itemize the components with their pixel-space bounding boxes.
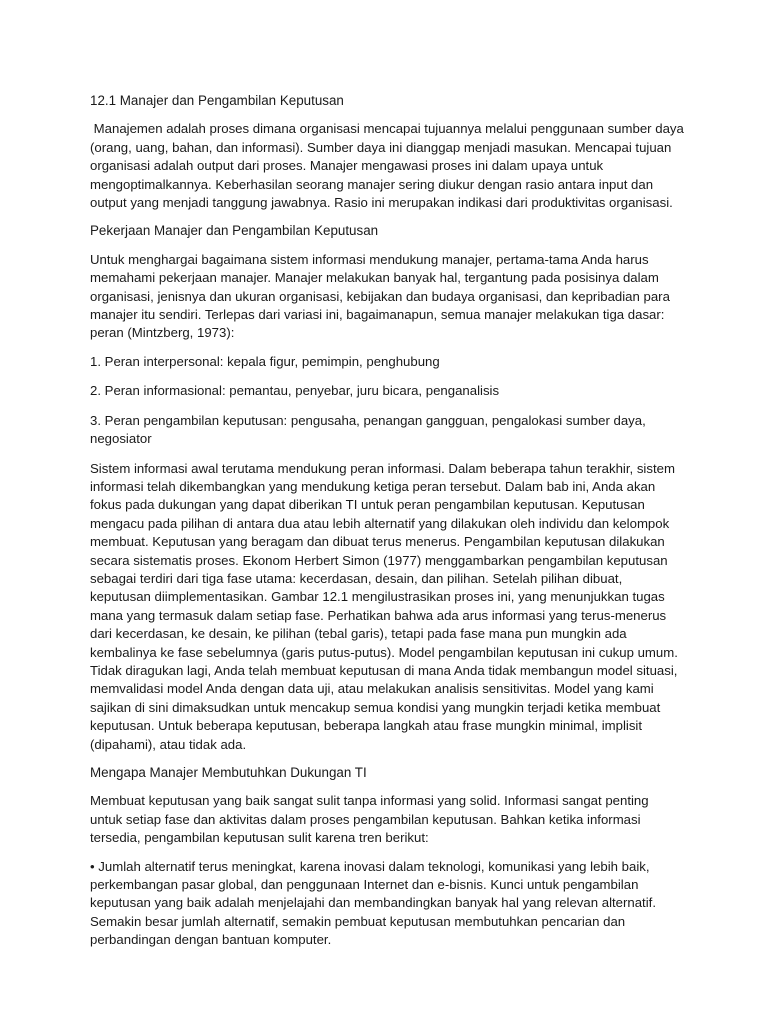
section-paragraph-3: Membuat keputusan yang baik sangat sulit tanpa informasi yang solid. Informasi sangat penting untuk setiap fase dan aktivitas dalam proses pengambilan keputusan. Bahkan ketika informasi tersedia, pengambilan keputusan sulit karena tren berikut: (90, 793, 649, 846)
page-title: 12.1 Manajer dan Pengambilan Keputusan (90, 93, 344, 108)
section-heading-pekerjaan-manajer: Pekerjaan Manajer dan Pengambilan Keputusan (90, 223, 379, 239)
section-heading-dukungan-ti: Mengapa Manajer Membutuhkan Dukungan TI (90, 765, 367, 780)
bullet-list-item: • Jumlah alternatif terus meningkat, karena inovasi dalam teknologi, komunikasi yang lebih baik, perkembangan pasar global, dan penggunaan Internet dan e-bisnis. Kunci untuk pengambilan keputusan yang baik adalah menjelajahi dan membandingkan banyak hal yang relevan alternatif. Semakin besar jumlah alternatif, semakin pembuat keputusan membutuhkan pencarian dan perbandingan dengan bantuan komputer. (90, 858, 656, 948)
intro-paragraph: Manajemen adalah proses dimana organisasi mencapai tujuannya melalui penggunaan sumber daya (orang, uang, bahan, dan informasi). Sumber daya ini dianggap menjadi masukan. Mencapai tujuan organisasi adalah output dari proses. Manajer mengawasi proses ini dalam upaya untuk mengoptimalkannya. Keberhasilan seorang manajer sering diukur dengan rasio antara input dan output yang menjadi tanggung jawabnya. Rasio ini merupakan indikasi dari produktivitas organisasi. (90, 121, 688, 211)
role-item-informasional: 2. Peran informasional: pemantau, penyebar, juru bicara, penganalisis (90, 383, 500, 399)
section-paragraph: Untuk menghargai bagaimana sistem informasi mendukung manajer, pertama-tama Anda harus memahami pekerjaan manajer. Manajer melakukan banyak hal, tergantung pada posisinya dalam organisasi, jenisnya dan ukuran organisasi, kebijakan dan budaya organisasi, dan kepribadian para manajer itu sendiri. Terlepas dari variasi ini, bagaimanapun, semua manajer melakukan tiga dasar: peran (Mintzberg, 1973): (90, 251, 670, 341)
role-item-pengambilan-keputusan: 3. Peran pengambilan keputusan: pengusaha, penangan gangguan, pengalokasi sumber daya, negosiator (90, 412, 646, 447)
role-item-interpersonal: 1. Peran interpersonal: kepala figur, pemimpin, penghubung (90, 353, 440, 369)
section-paragraph-2: Sistem informasi awal terutama mendukung peran informasi. Dalam beberapa tahun terakhir, sistem informasi telah dikembangkan yang mendukung ketiga peran tersebut. Dalam bab ini, Anda akan fokus pada dukungan yang dapat diberikan TI untuk peran pengambilan keputusan. Keputusan mengacu pada pilihan di antara dua atau lebih alternatif yang dilakukan oleh individu dan kelompok membuat. Keputusan yang beragam dan dibuat terus menerus. Pengambilan keputusan dilakukan secara sistematis proses. Ekonom Herbert Simon (1977) menggambarkan pengambilan keputusan sebagai terdiri dari tiga fase utama: kecerdasan, desain, dan pilihan. Setelah pilihan dibuat, keputusan diimplementasikan. Gambar 12.1 mengilustrasikan proses ini, yang menunjukkan tugas mana yang termasuk dalam setiap fase. Perhatikan bahwa ada arus informasi yang terus-menerus dari kecerdasan, ke desain, ke pilihan (tebal garis), tetapi pada fase mana pun mungkin ada kembalinya ke fase sebelumnya (garis putus-putus). Model pengambilan keputusan ini cukup umum. Tidak diragukan lagi, Anda telah membuat keputusan di mana Anda tidak membangun model situasi, memvalidasi model Anda dengan data uji, atau melakukan analisis sensitivitas. Model yang kami sajikan di sini dimaksudkan untuk mencakup semua kondisi yang mungkin terjadi ketika membuat keputusan. Untuk beberapa keputusan, beberapa langkah atau frase mungkin minimal, implisit (dipahami), atau tidak ada. (90, 460, 678, 752)
